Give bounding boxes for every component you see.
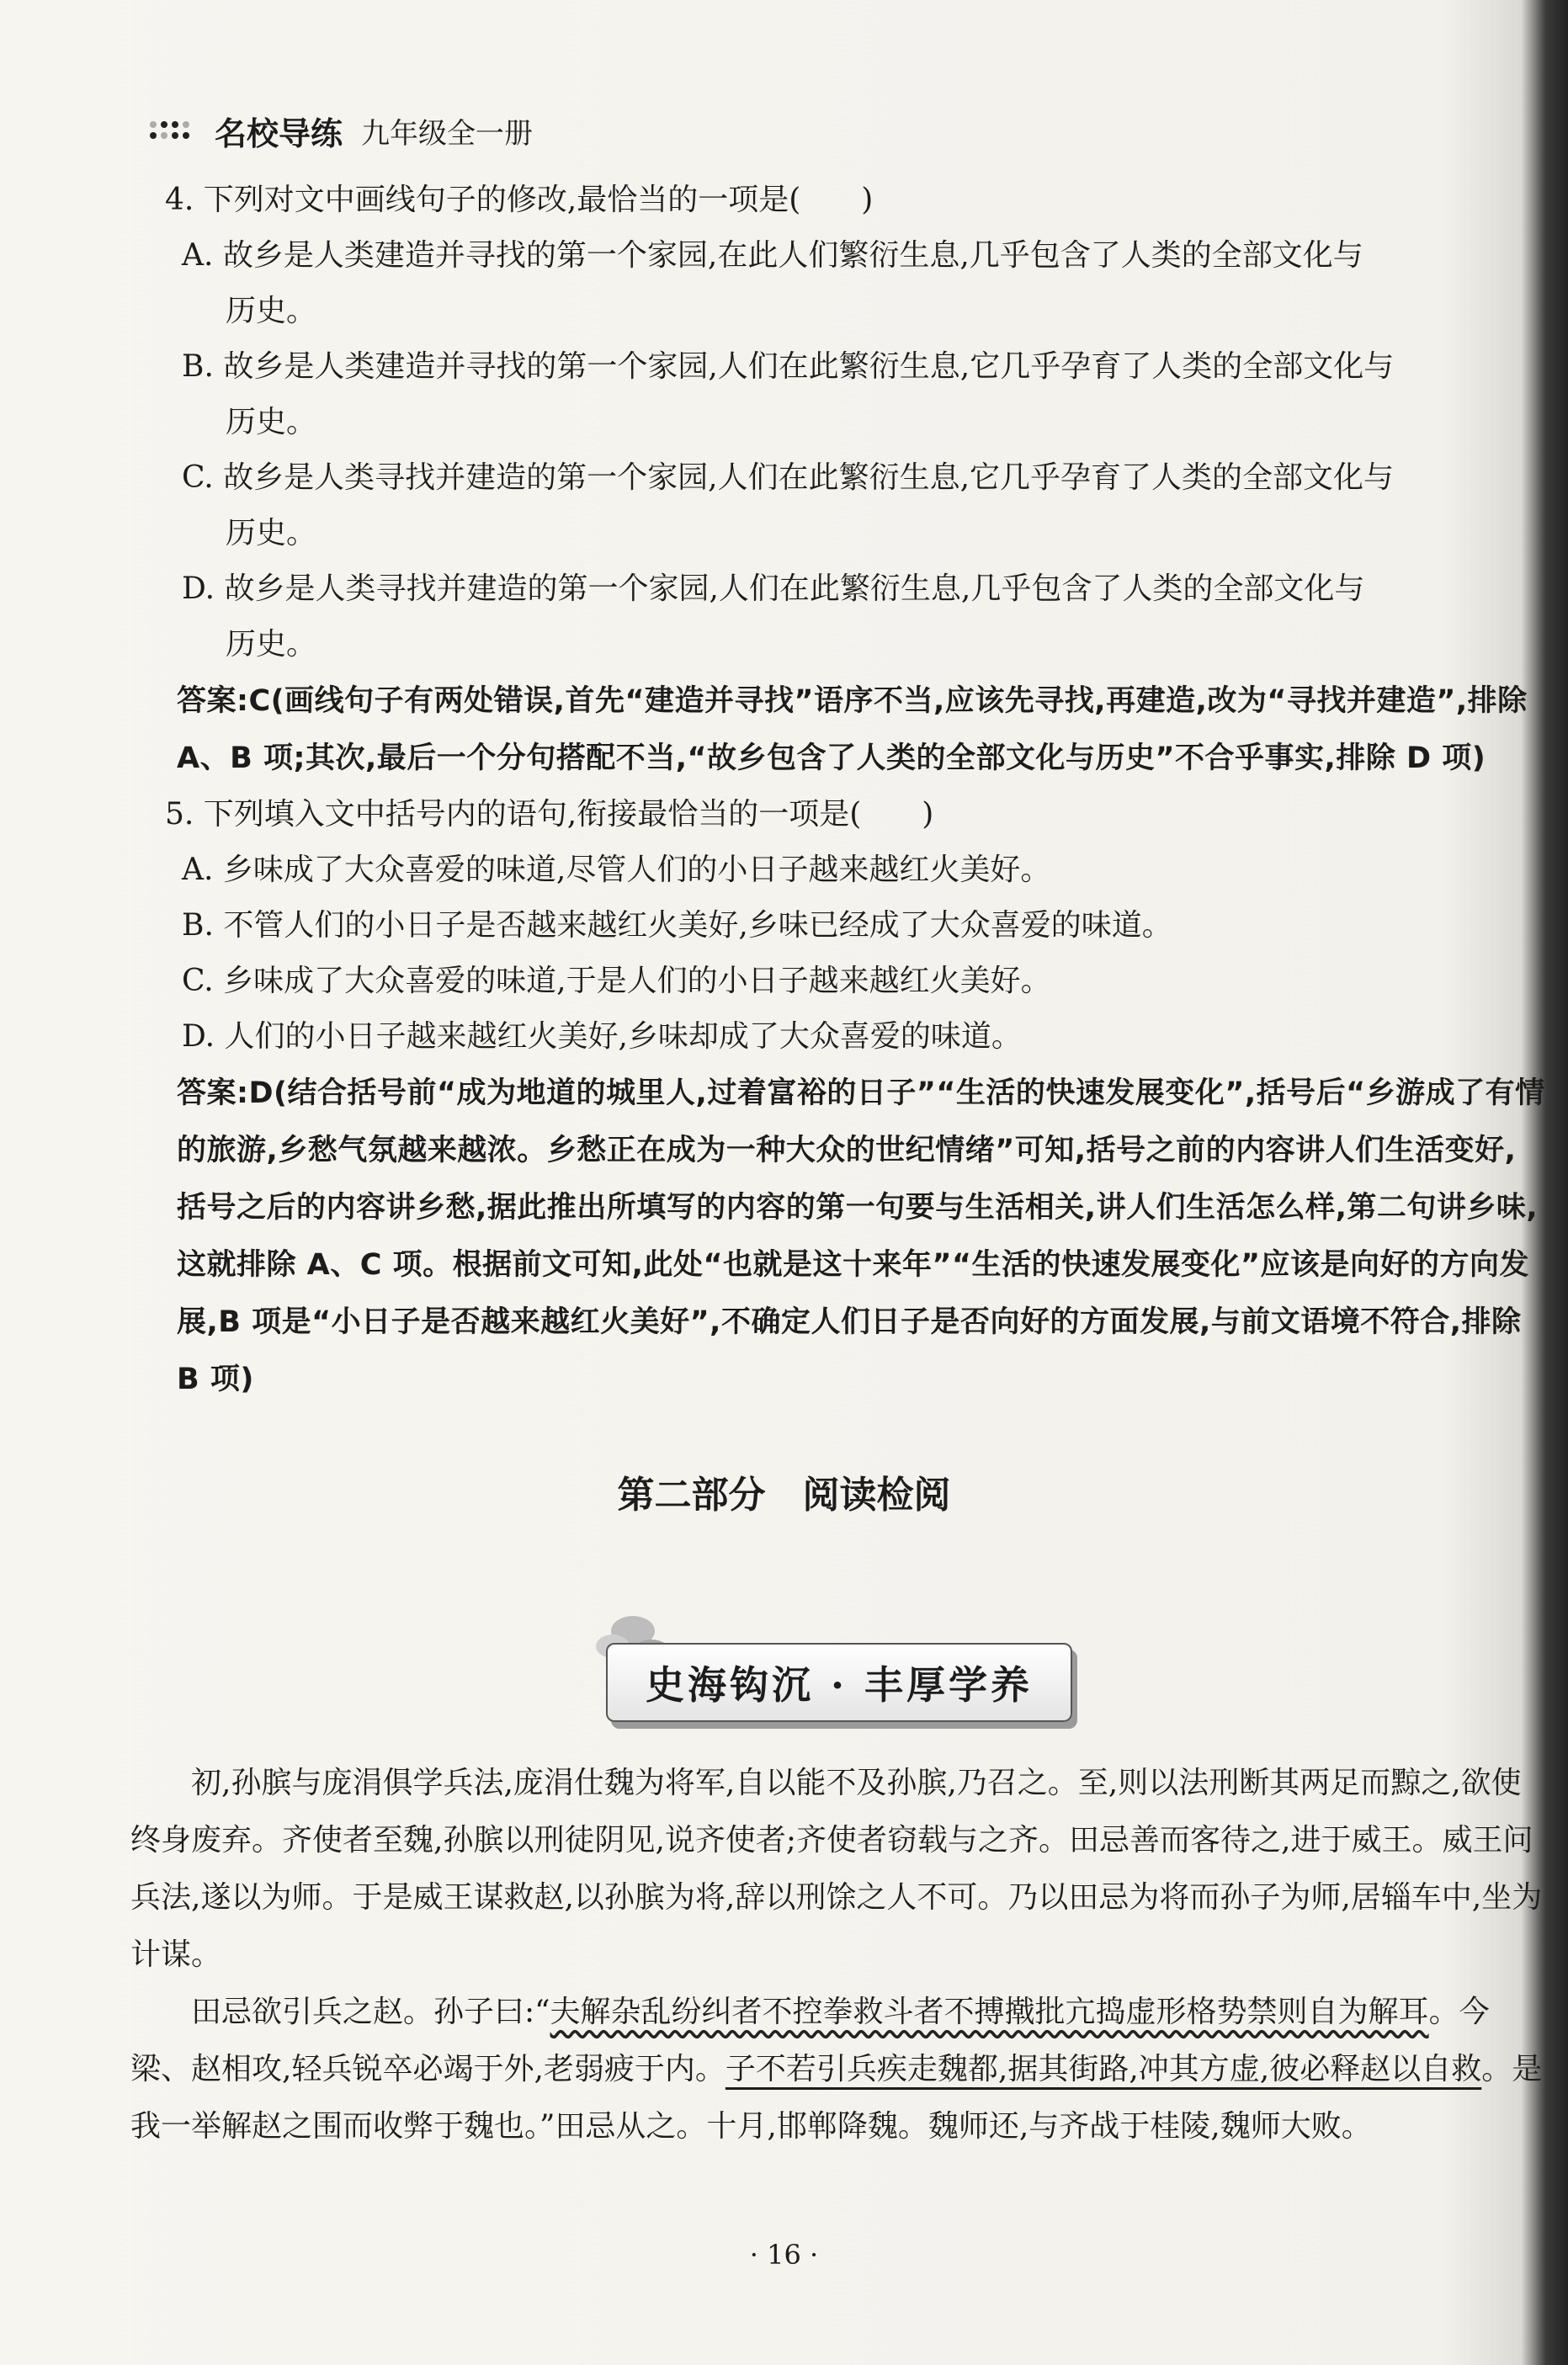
question-5-stem: 5. 下列填入文中括号内的语句,衔接最恰当的一项是( ) <box>165 797 934 832</box>
question-4-option-b: B. 故乡是人类建造并寻找的第一个家园,人们在此繁衍生息,它几乎孕育了人类的全部文化与 <box>182 349 1395 384</box>
question-4-option-d-cont: 历史。 <box>226 627 317 662</box>
question-4-stem: 4. 下列对文中画线句子的修改,最恰当的一项是( ) <box>165 183 874 217</box>
page-number: · 16 · <box>749 2239 819 2271</box>
questions <box>165 173 1554 1408</box>
question-5-answer: 答案:D(结合括号前“成为地道的城里人,过着富裕的日子”“生活的快速发展变化”,括号后“乡游成了有情的旅游,乡愁气氛越来越浓。乡愁正在成为一种大众的世纪情绪”可知,括号之前的内容讲人们生活变好,括号之后的内容讲乡愁,据此推出所填写的内容的第一句要与生活相关,讲人们生活怎么样,第二句讲乡味,这就排除 A、C 项。根据前文可知,此处“也就是这十来年”“生活的快速发展变化”应该是向好的方向发展,B 项是“小日子是否越来越红火美好”,不确定人们日子是否向好的方面发展,与前文语境不符合,排除 B 项) <box>177 1076 1545 1396</box>
reading-passage <box>130 1755 1544 2155</box>
reading-text: 。是我一举解赵之围而收弊于魏也。”田忌从之。十月,邯郸降魏。魏师还,与齐战于桂陵,魏师大败。 <box>130 2052 1543 2144</box>
question-4-option-c: C. 故乡是人类寻找并建造的第一个家园,人们在此繁衍生息,它几乎孕育了人类的全部文化与 <box>182 460 1395 495</box>
question-4-option-a: A. 故乡是人类建造并寻找的第一个家园,在此人们繁衍生息,几乎包含了人类的全部文化与 <box>182 238 1363 273</box>
section-banner <box>581 1599 1077 1725</box>
underlined-sentence: 子不若引兵疾走魏都,据其街路,冲其方虚,彼必释赵以自救 <box>725 2052 1482 2086</box>
question-5-option-c: C. 乡味成了大众喜爱的味道,于是人们的小日子越来越红火美好。 <box>182 964 1051 998</box>
reading-paragraph-2 <box>130 1984 1544 2155</box>
question-5-option-b: B. 不管人们的小日子是否越来越红火美好,乡味已经成了大众喜爱的味道。 <box>182 908 1172 943</box>
question-5-option-d: D. 人们的小日子越来越红火美好,乡味却成了大众喜爱的味道。 <box>182 1019 1022 1054</box>
question-5-option-a: A. 乡味成了大众喜爱的味道,尽管人们的小日子越来越红火美好。 <box>182 853 1051 887</box>
question-4-option-b-cont: 历史。 <box>226 405 317 439</box>
question-4-option-d: D. 故乡是人类寻找并建造的第一个家园,人们在此繁衍生息,几乎包含了人类的全部文化与 <box>182 571 1365 606</box>
reading-text: 。今梁、赵相攻,轻兵锐卒必竭于外,老弱疲于内。 <box>130 1995 1490 2086</box>
question-4-option-a-cont: 历史。 <box>226 294 317 328</box>
section-title: 第二部分 阅读检阅 <box>617 1474 951 1517</box>
wavy-underlined-sentence: 夫解杂乱纷纠者不控拳救斗者不搏撠批亢捣虚形格势禁则自为解耳 <box>550 1995 1429 2029</box>
book-grade: 九年级全一册 <box>361 116 534 151</box>
question-4-answer: 答案:C(画线句子有两处错误,首先“建造并寻找”语序不当,应该先寻找,再建造,改为“寻找并建造”,排除 A、B 项;其次,最后一个分句搭配不当,“故乡包含了人类的全部文化与历史”不合乎事实,排除 D 项) <box>177 684 1528 775</box>
page-header <box>150 101 533 160</box>
banner-label: 史海钩沉 · 丰厚学养 <box>606 1643 1072 1722</box>
reading-paragraph-1: 初,孙膑与庞涓俱学兵法,庞涓仕魏为将军,自以能不及孙膑,乃召之。至,则以法刑断其两足而黥之,欲使终身废弃。齐使者至魏,孙膑以刑徒阴见,说齐使者;齐使者窃载与之齐。田忌善而客待之,进于威王。威王问兵法,遂以为师。于是威王谋救赵,以孙膑为将,辞以刑馀之人不可。乃以田忌为将而孙子为师,居辎车中,坐为计谋。 <box>130 1766 1543 1972</box>
question-4-option-c-cont: 历史。 <box>226 516 317 550</box>
page-number-value: 16 <box>767 2239 801 2271</box>
reading-text: 田忌欲引兵之赵。孙子曰:“ <box>191 1995 550 2029</box>
book-brand: 名校导练 <box>215 114 343 152</box>
dots-icon <box>150 121 191 141</box>
